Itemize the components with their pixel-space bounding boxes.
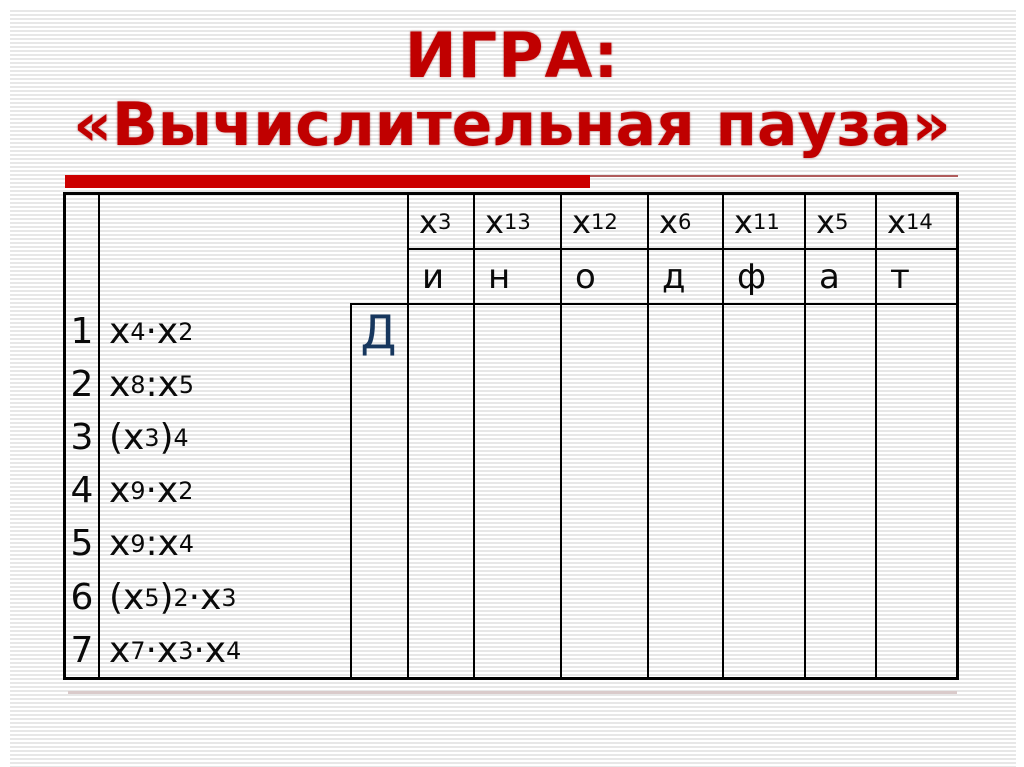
answer-letter-cell bbox=[350, 571, 407, 624]
answer-letter-cell: Д bbox=[360, 304, 397, 359]
title-underline-bar bbox=[65, 175, 590, 188]
slide-title: ИГРА: bbox=[404, 19, 620, 92]
power-header-cell: x 14 bbox=[887, 202, 933, 241]
row-number-cell: 7 bbox=[70, 630, 94, 671]
bottom-decorative-rule bbox=[68, 691, 957, 694]
letter-header-cell: о bbox=[575, 256, 596, 297]
results-table bbox=[63, 192, 959, 680]
power-header-cell: x 11 bbox=[734, 202, 780, 241]
expression-cell: x 7 ·x 3 ·x 4 bbox=[109, 630, 242, 671]
row-number-cell: 4 bbox=[70, 470, 94, 511]
row-number-cell: 2 bbox=[70, 364, 94, 405]
expression-cell: x 9 ·x 2 bbox=[109, 470, 194, 511]
letter-header-cell: а bbox=[819, 256, 840, 297]
row-number-cell: 3 bbox=[70, 417, 94, 458]
row-number-cell: 6 bbox=[70, 577, 94, 618]
row-number-cell: 5 bbox=[70, 523, 94, 564]
letter-header-cell: и bbox=[422, 256, 445, 297]
expression-cell: (x 5 ) 2 ·x 3 bbox=[109, 577, 237, 618]
answer-letter-cell bbox=[350, 358, 407, 411]
expression-cell: x 8 :x 5 bbox=[109, 364, 194, 405]
row-number-cell: 1 bbox=[70, 311, 94, 352]
power-header-cell: x 3 bbox=[419, 202, 452, 241]
power-header-cell: x 5 bbox=[816, 202, 849, 241]
letter-header-cell: т bbox=[890, 256, 910, 297]
expression-cell: (x 3 ) 4 bbox=[109, 417, 189, 458]
slide-subtitle: «Вычислительная пауза» bbox=[73, 90, 951, 160]
answer-letter-cell bbox=[350, 517, 407, 570]
divider-under-letters-row bbox=[350, 303, 956, 305]
answer-letter-cell bbox=[350, 624, 407, 677]
letter-header-cell: н bbox=[488, 256, 511, 297]
expression-cell: x 4 ·x 2 bbox=[109, 311, 194, 352]
answer-letter-cell bbox=[350, 411, 407, 464]
power-header-cell: x 13 bbox=[485, 202, 531, 241]
title-underline-thin-rule bbox=[590, 175, 958, 177]
letter-header-cell: ф bbox=[737, 256, 767, 297]
answer-letter-cell bbox=[350, 464, 407, 517]
power-header-cell: x 12 bbox=[572, 202, 618, 241]
expression-cell: x 9 :x 4 bbox=[109, 523, 194, 564]
letter-header-cell: д bbox=[662, 256, 686, 297]
power-header-cell: x 6 bbox=[659, 202, 692, 241]
